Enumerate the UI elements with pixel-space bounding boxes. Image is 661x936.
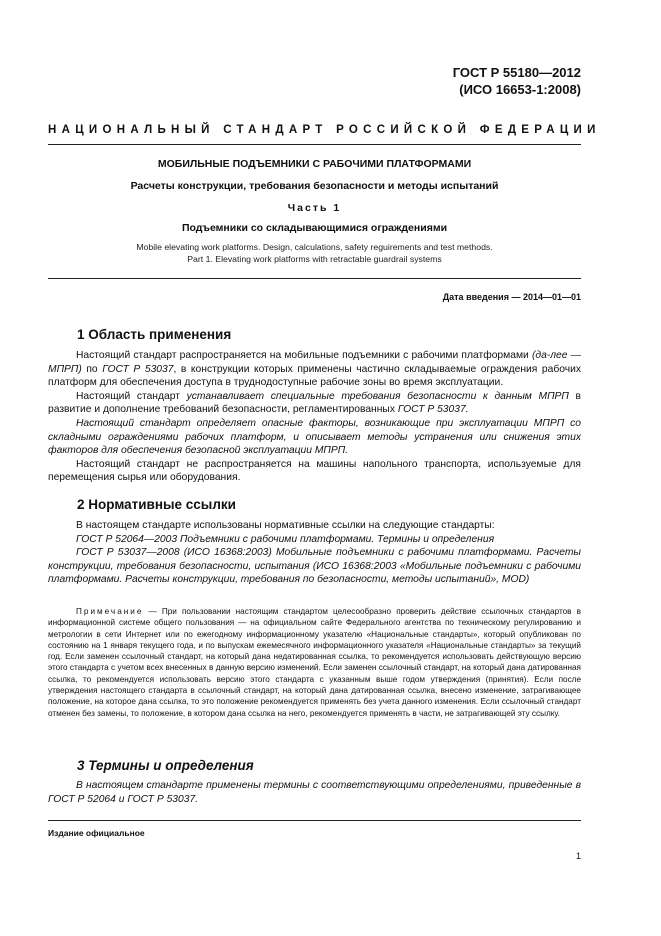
section-1-paragraph-3: Настоящий стандарт определяет опасные факторы, возникающие при эксплуатации МПРП со складными ограждениями рабочих платформ, и описывает методы устранения или снижения этих факторов для обеспечения безопасной эксплуатации МПРП. <box>48 417 581 457</box>
section-2-paragraph-1: В настоящем стандарте использованы нормативные ссылки на следующие стандарты: <box>76 520 495 531</box>
document-code <box>453 64 581 98</box>
page-number: 1 <box>575 851 581 861</box>
note-label: Примечание <box>76 607 144 616</box>
english-title <box>48 241 581 265</box>
gost-number: ГОСТ Р 55180—2012 <box>452 65 581 80</box>
title-rule <box>48 278 581 279</box>
section-3-heading: 3 Термины и определения <box>77 758 254 773</box>
section-1-paragraph-2: Настоящий стандарт устанавливает специальные требования безопасности к данным МПРП в развитие и дополнение требований безопасности, регламентированных ГОСТ Р 53037. <box>48 390 581 416</box>
section-3-paragraph-1: В настоящем стандарте применены термины с соответствующими определениями, приведенные в ГОСТ Р 52064 и ГОСТ Р 53037. <box>48 780 581 805</box>
part-title: Подъемники со складывающимися ограждениями <box>181 222 448 234</box>
section-2-body <box>48 519 581 587</box>
footer-rule <box>48 820 581 821</box>
subtitle: Расчеты конструкции, требования безопасности и методы испытаний <box>130 180 499 192</box>
national-standard-line: НАЦИОНАЛЬНЫЙ СТАНДАРТ РОССИЙСКОЙ ФЕДЕРАЦИИ <box>48 124 601 136</box>
section-1-body <box>48 349 581 485</box>
section-1-paragraph-1: Настоящий стандарт распространяется на мобильные подъемники с рабочими платформами (да-лее — МПРП) по ГОСТ Р 53037, в конструкции которых применены частично складываемые ограждения рабочих платформ для обеспечения доступа в труднодоступные рабочие зоны во время эксплуатации. <box>48 350 582 389</box>
header-rule <box>48 144 581 145</box>
introduction-date: Дата введения — 2014—01—01 <box>442 292 581 302</box>
official-edition-label: Издание официальное <box>48 828 145 838</box>
main-title: МОБИЛЬНЫЕ ПОДЪЕМНИКИ С РАБОЧИМИ ПЛАТФОРМАМИ <box>157 158 472 170</box>
section-2-heading: 2 Нормативные ссылки <box>77 497 236 512</box>
english-title-line-1: Mobile elevating work platforms. Design, calculations, safety reguirements and test methods. <box>136 242 493 252</box>
part-number: Часть 1 <box>287 202 342 214</box>
section-2-reference-2: ГОСТ Р 53037—2008 (ИСО 16368:2003) Мобильные подъемники с рабочими платформами. Расчеты конструкции, требования безопасности, испытания (ИСО 16368:2003 «Мобильные подъемники с рабочими платформами. Расчеты конструкции, требования по безопасности, методы испытаний», MOD) <box>48 547 581 586</box>
iso-number: (ИСО 16653-1:2008) <box>459 82 581 97</box>
section-2-reference-1: ГОСТ Р 52064—2003 Подъемники с рабочими платформами. Термины и определения <box>76 533 495 545</box>
section-1-paragraph-4: Настоящий стандарт не распространяется на машины напольного транспорта, используемые для перемещения сырья или оборудования. <box>48 458 581 484</box>
english-title-line-2: Part 1. Elevating work platforms with retractable guardrail systems <box>187 254 442 264</box>
section-1-heading: 1 Область применения <box>77 327 232 342</box>
note-text: — При пользовании настоящим стандартом целесообразно проверить действие ссылочных стандартов в информационной системе общего пользования — на официальном сайте Федерального агентства по техническому регулированию и метрологии в сети Интернет или по ежегодному информационному указателю «Национальные стандарты», который опубликован по состоянию на 1 января текущего года, и по выпускам ежемесячного информационного указателя «Национальные стандарты» за текущий год. Если заменен ссылочный стандарт, на который дана недатированная ссылка, то рекомендуется использовать действующую версию этого стандарта с учетом всех внесенных в данную версию изменений. Если заменен ссылочный стандарт, на который дана датированная ссылка, то рекомендуется использовать версию этого стандарта с указанным выше годом утверждения (принятия). Если после утверждения настоящего стандарта в ссылочный стандарт, на который дана датированная ссылка, внесено изменение, затрагивающее положение, на которое дана ссылка, то это положение рекомендуется применять без учета данного изменения. Если ссылочный стандарт отменен без замены, то положение, в котором дана ссылка на него, рекомендуется применять в части, не затрагивающей эту ссылку. <box>48 607 581 718</box>
section-3-body <box>48 779 581 806</box>
section-2-note <box>48 606 581 719</box>
